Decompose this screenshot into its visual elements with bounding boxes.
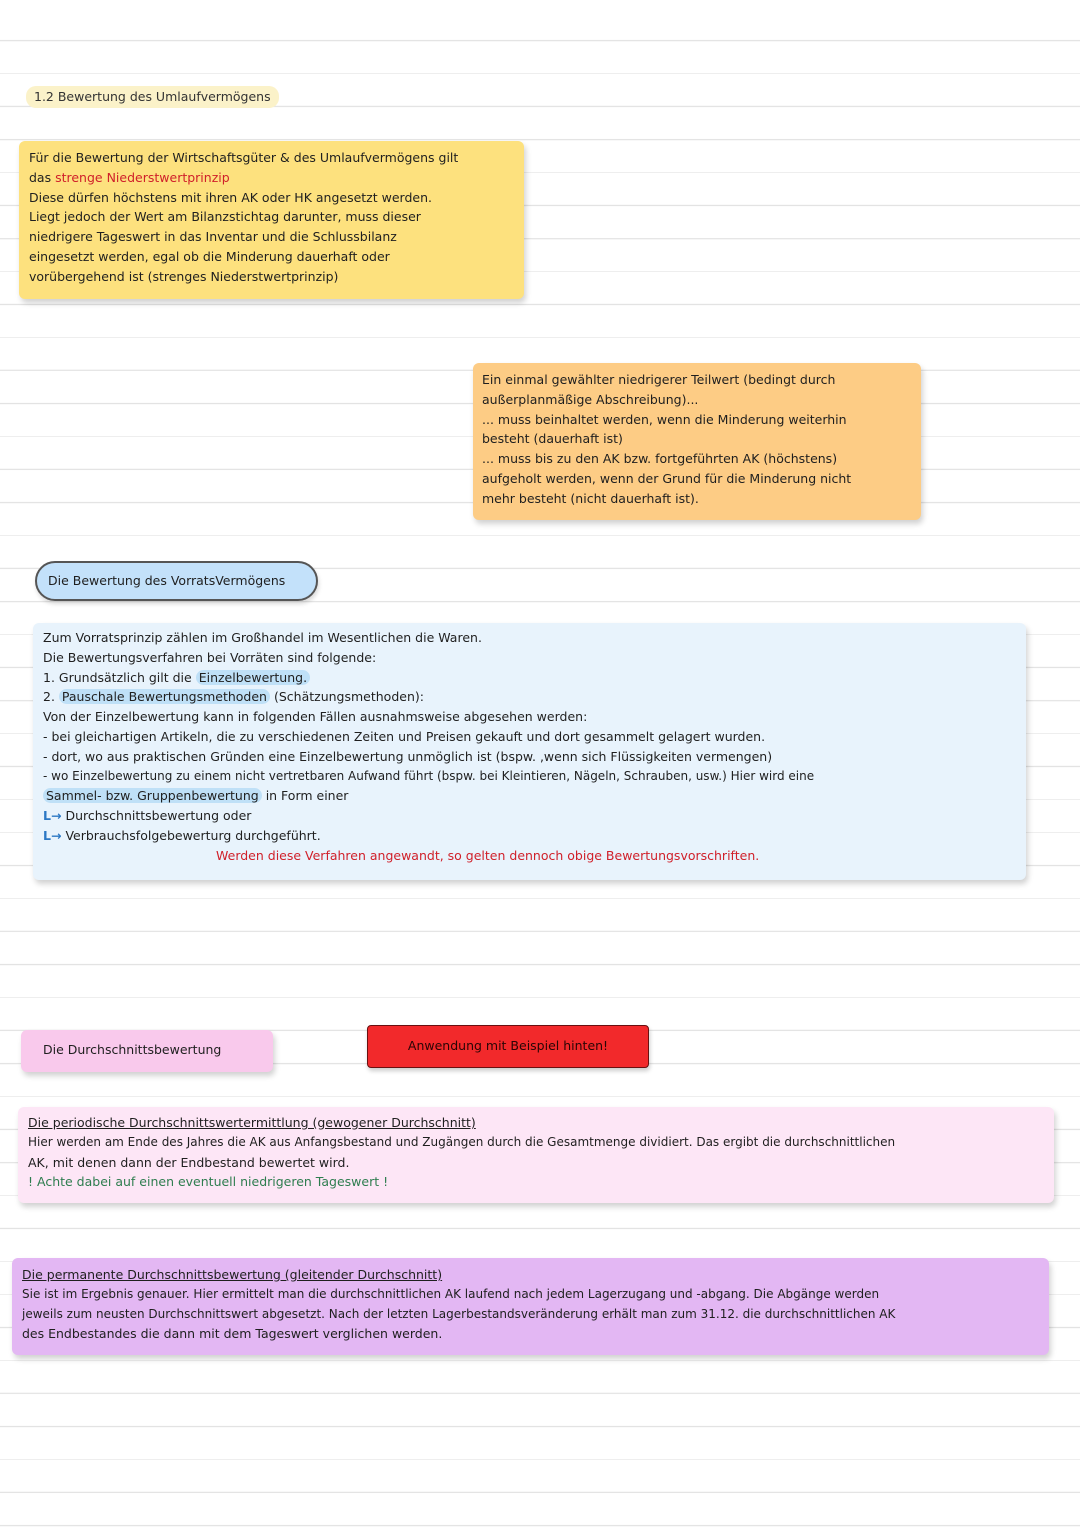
periodisch-title: Die periodische Durchschnittswertermittlung (gewogener Durchschnitt) xyxy=(28,1115,476,1130)
vorrat-heading-pill xyxy=(35,561,318,601)
example-badge xyxy=(367,1025,649,1068)
strict-line-3: Diese dürfen höchstens mit ihren AK oder HK angesetzt werden. xyxy=(29,189,432,205)
strict-principle-box xyxy=(19,141,524,299)
periodisch-line-3: ! Achte dabei auf einen eventuell niedrigeren Tageswert ! xyxy=(28,1174,389,1190)
sub-arrow-icon: L→ xyxy=(43,827,62,843)
teilwert-line-1: Ein einmal gewählter niedrigerer Teilwert (bedingt durch xyxy=(482,372,836,387)
vorrat-line-1: Zum Vorratsprinzip zählen im Großhandel im Wesentlichen die Waren. xyxy=(43,630,482,645)
section-title-text: 1.2 Bewertung des Umlaufvermögens xyxy=(34,89,271,104)
periodisch-line-1: Hier werden am Ende des Jahres die AK aus Anfangsbestand und Zugängen durch die Gesamtmenge dividiert. Das ergibt die durchschnittlichen xyxy=(28,1134,896,1149)
permanent-line-1: Sie ist im Ergebnis genauer. Hier ermittelt man die durchschnittlichen AK laufend nach jedem Lagerzugang und -abgang. Die Abgänge werden xyxy=(22,1286,880,1301)
durchschnitt-heading-box xyxy=(21,1030,273,1072)
vorrat-line-3: 1. Grundsätzlich gilt die Einzelbewertung. xyxy=(43,668,1016,688)
vorrat-heading: Die Bewertung des VorratsVermögens xyxy=(48,573,286,588)
vorrat-line-12: Werden diese Verfahren angewandt, so gelten dennoch obige Bewertungsvorschriften. xyxy=(216,847,760,863)
vorrat-line-7: - dort, wo aus praktischen Gründen eine Einzelbewertung unmöglich ist (bspw. ,wenn sich Flüssigkeiten vermengen) xyxy=(43,748,773,764)
teilwert-line-6: aufgeholt werden, wenn der Grund für die Minderung nicht xyxy=(482,470,852,486)
vorrat-line-9: Sammel- bzw. Gruppenbewertung in Form einer xyxy=(43,786,1016,806)
vorrat-line-2: Die Bewertungsverfahren bei Vorräten sind folgende: xyxy=(43,649,377,665)
teilwert-line-2: außerplanmäßige Abschreibung)... xyxy=(482,391,699,407)
sammelbewertung-highlight: Sammel- bzw. Gruppenbewertung xyxy=(43,788,262,803)
teilwert-line-3: ... muss beinhaltet werden, wenn die Minderung weiterhin xyxy=(482,411,847,427)
teilwert-line-4: besteht (dauerhaft ist) xyxy=(482,431,623,447)
teilwert-line-5: ... muss bis zu den AK bzw. fortgeführten AK (höchstens) xyxy=(482,451,838,467)
vorrat-line-8: - wo Einzelbewertung zu einem nicht vertretbaren Aufwand führt (bspw. bei Kleintieren, Nägeln, Schrauben, usw.) Hier wird eine xyxy=(43,768,815,783)
strict-line-1: Für die Bewertung der Wirtschaftsgüter & des Umlaufvermögens gilt xyxy=(29,150,459,165)
vorrat-line-10: L→ Durchschnittsbewertung oder xyxy=(43,808,252,824)
vorrat-box xyxy=(33,623,1026,880)
example-badge-text: Anwendung mit Beispiel hinten! xyxy=(407,1038,609,1053)
durchschnitt-heading: Die Durchschnittsbewertung xyxy=(43,1042,222,1057)
strict-principle-highlight: strenge Niederstwertprinzip xyxy=(55,169,230,185)
vorrat-line-5: Von der Einzelbewertung kann in folgenden Fällen ausnahmsweise abgesehen werden: xyxy=(43,709,588,725)
pauschal-highlight: Pauschale Bewertungsmethoden xyxy=(59,689,270,704)
sub-arrow-icon: L→ xyxy=(43,808,62,824)
permanent-title: Die permanente Durchschnittsbewertung (gleitender Durchschnitt) xyxy=(22,1267,443,1282)
periodisch-box xyxy=(18,1107,1054,1203)
strict-line-5: niedrigere Tageswert in das Inventar und die Schlussbilanz xyxy=(29,229,397,245)
vorrat-line-4: 2. Pauschale Bewertungsmethoden (Schätzungsmethoden): xyxy=(43,689,424,705)
strict-line-2: das strenge Niederstwertprinzip xyxy=(29,169,230,185)
permanent-box xyxy=(12,1258,1049,1355)
permanent-line-3: des Endbestandes die dann mit dem Tageswert verglichen werden. xyxy=(22,1326,443,1342)
strict-line-6: eingesetzt werden, egal ob die Minderung dauerhaft oder xyxy=(29,248,390,264)
einzelbewertung-highlight: Einzelbewertung. xyxy=(196,670,310,685)
strict-line-4: Liegt jedoch der Wert am Bilanzstichtag darunter, muss dieser xyxy=(29,209,421,225)
vorrat-line-6: - bei gleichartigen Artikeln, die zu verschiedenen Zeiten und Preisen gekauft und dort gesammelt gelagert wurden. xyxy=(43,728,766,744)
section-title xyxy=(26,86,279,108)
strict-line-7: vorübergehend ist (strenges Niederstwertprinzip) xyxy=(29,268,339,284)
teilwert-line-7: mehr besteht (nicht dauerhaft ist). xyxy=(482,490,699,506)
periodisch-line-2: AK, mit denen dann der Endbestand bewertet wird. xyxy=(28,1154,350,1170)
permanent-line-2: jeweils zum neusten Durchschnittswert abgesetzt. Nach der letzten Lagerbestandsveränderung erhält man zum 31.12. die durchschnittlichen AK xyxy=(22,1306,896,1321)
vorrat-line-11: L→ Verbrauchsfolgebewerturg durchgeführt. xyxy=(43,827,321,843)
teilwert-box xyxy=(473,363,921,520)
